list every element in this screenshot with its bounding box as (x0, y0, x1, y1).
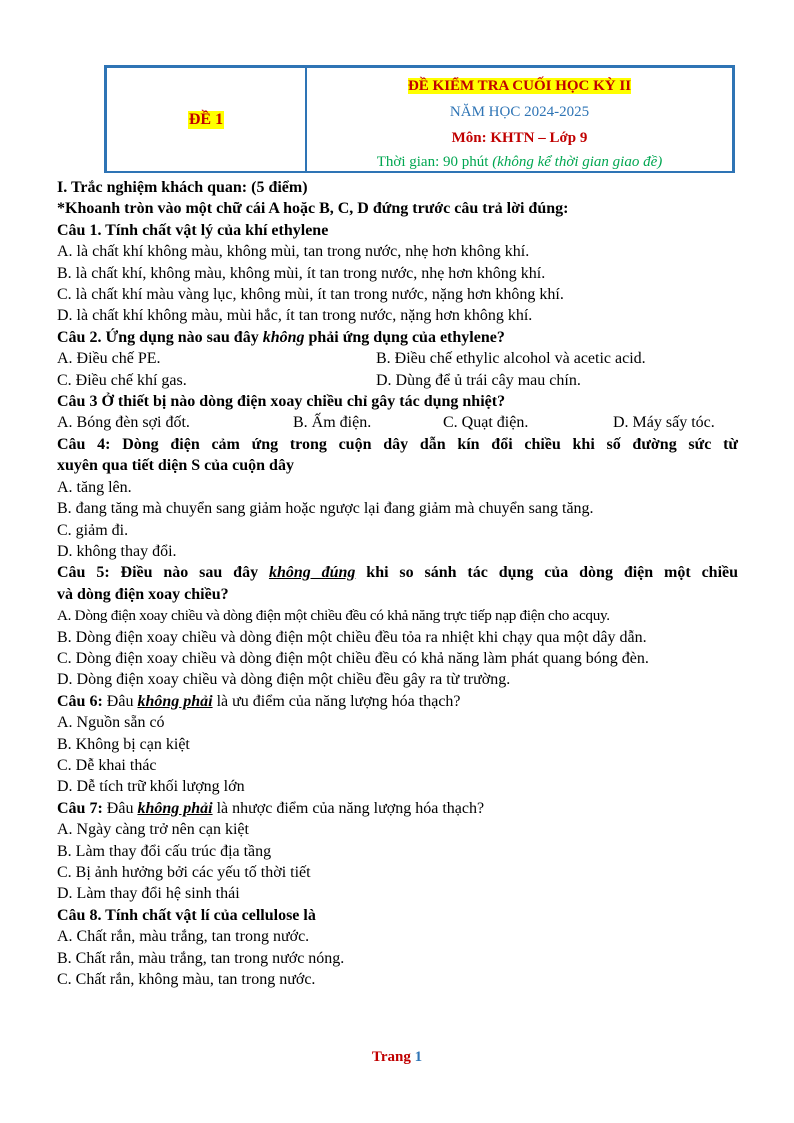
page-label: Trang (371, 1049, 415, 1065)
q3-option-a: A. Bóng đèn sợi đốt. (57, 414, 190, 432)
q4-option-a: A. tăng lên. (57, 478, 132, 496)
section-instruction: *Khoanh tròn vào một chữ cái A hoặc B, C, D đứng trước câu trả lời đúng: (57, 200, 569, 218)
q1-option-b: B. là chất khí, không màu, không mùi, ít tan trong nước, nhẹ hơn không khí. (57, 264, 546, 282)
page-number: 1 (414, 1049, 423, 1065)
q3-option-d: D. Máy sấy tóc. (613, 414, 715, 432)
question-4-stem-line-2: xuyên qua tiết diện S của cuộn dây (57, 457, 294, 475)
q3-option-b: B. Ấm điện. (293, 414, 372, 432)
q6-option-b: B. Không bị cạn kiệt (57, 735, 190, 753)
exam-content (57, 177, 738, 990)
q5-option-c: C. Dòng điện xoay chiều và dòng điện một chiều đều có khả năng làm phát quang bóng đèn. (57, 649, 649, 667)
exam-info-cell (307, 68, 732, 171)
exam-code-cell (107, 68, 307, 171)
exam-title: ĐỀ KIỂM TRA CUỐI HỌC KỲ II (407, 78, 632, 94)
q1-option-a: A. là chất khí không màu, không mùi, tan trong nước, nhẹ hơn không khí. (57, 243, 530, 261)
q8-option-c: C. Chất rắn, không màu, tan trong nước. (57, 971, 316, 989)
q1-option-c: C. là chất khí màu vàng lục, không mùi, ít tan trong nước, nặng hơn không khí. (57, 286, 564, 304)
section-title: I. Trắc nghiệm khách quan: (5 điểm) (57, 179, 308, 196)
question-1-stem: Câu 1. Tính chất vật lý của khí ethylene (57, 221, 329, 239)
q7-option-d: D. Làm thay đổi hệ sinh thái (57, 885, 240, 903)
q6-option-d: D. Dễ tích trữ khối lượng lớn (57, 778, 245, 796)
q7-option-b: B. Làm thay đổi cấu trúc địa tầng (57, 842, 272, 860)
question-5-stem-line-1: Câu 5: Điều nào sau đây không đúng khi so sánh tác dụng của dòng điện một chiều (57, 564, 739, 582)
time-limit: Thời gian: 90 phút (không kể thời gian giao đề) (376, 154, 663, 170)
q5-option-a: A. Dòng điện xoay chiều và dòng điện một chiều đều có khả năng trực tiếp nạp điện cho acquy. (57, 607, 610, 625)
question-4-stem-line-1: Câu 4: Dòng điện cảm ứng trong cuộn dây dẫn kín đổi chiều khi số đường sức từ (57, 435, 738, 453)
q2-option-a: A. Điều chế PE. (57, 350, 161, 368)
q8-option-a: A. Chất rắn, màu trắng, tan trong nước. (57, 928, 310, 946)
q2-option-d: D. Dùng để ủ trái cây mau chín. (376, 371, 581, 389)
question-2-stem: Câu 2. Ứng dụng nào sau đây không phải ứng dụng của ethylene? (57, 328, 505, 346)
school-year: NĂM HỌC 2024-2025 (449, 104, 590, 120)
q4-option-d: D. không thay đổi. (57, 542, 177, 560)
q3-option-c: C. Quạt điện. (443, 414, 529, 432)
q5-option-b: B. Dòng điện xoay chiều và dòng điện một chiều đều tỏa ra nhiệt khi chạy qua một dây dẫn. (57, 628, 647, 646)
q6-option-c: C. Dễ khai thác (57, 756, 157, 774)
page-footer (0, 1049, 794, 1066)
q2-row-1 (57, 348, 738, 369)
q4-option-b: B. đang tăng mà chuyển sang giảm hoặc ngược lại đang giảm mà chuyển sang tăng. (57, 500, 594, 518)
q2-option-b: B. Điều chế ethylic alcohol và acetic acid. (376, 350, 646, 368)
q2-option-c: C. Điều chế khí gas. (57, 371, 187, 389)
question-7-stem: Câu 7: Đâu không phải là nhược điểm của năng lượng hóa thạch? (57, 799, 485, 817)
question-8-stem: Câu 8. Tính chất vật lí của cellulose là (57, 906, 316, 924)
subject: Môn: KHTN – Lớp 9 (451, 130, 588, 146)
q7-option-c: C. Bị ảnh hưởng bởi các yếu tố thời tiết (57, 864, 311, 881)
q8-option-b: B. Chất rắn, màu trắng, tan trong nước nóng. (57, 949, 345, 967)
q6-option-a: A. Nguồn sẵn có (57, 714, 165, 732)
question-6-stem: Câu 6: Đâu không phải là ưu điểm của năng lượng hóa thạch? (57, 692, 461, 710)
q7-option-a: A. Ngày càng trở nên cạn kiệt (57, 821, 249, 839)
q1-option-d: D. là chất khí không màu, mùi hắc, ít tan trong nước, nặng hơn không khí. (57, 307, 533, 325)
q5-option-d: D. Dòng điện xoay chiều và dòng điện một chiều đều gây ra từ trường. (57, 671, 511, 689)
exam-header-box (104, 65, 735, 173)
q3-row (57, 412, 738, 433)
question-3-stem: Câu 3 Ở thiết bị nào dòng điện xoay chiều chỉ gây tác dụng nhiệt? (57, 393, 506, 411)
exam-code: ĐỀ 1 (188, 110, 224, 128)
q2-row-2 (57, 370, 738, 391)
question-5-stem-line-2: và dòng điện xoay chiều? (57, 585, 229, 603)
q4-option-c: C. giảm đi. (57, 521, 129, 539)
